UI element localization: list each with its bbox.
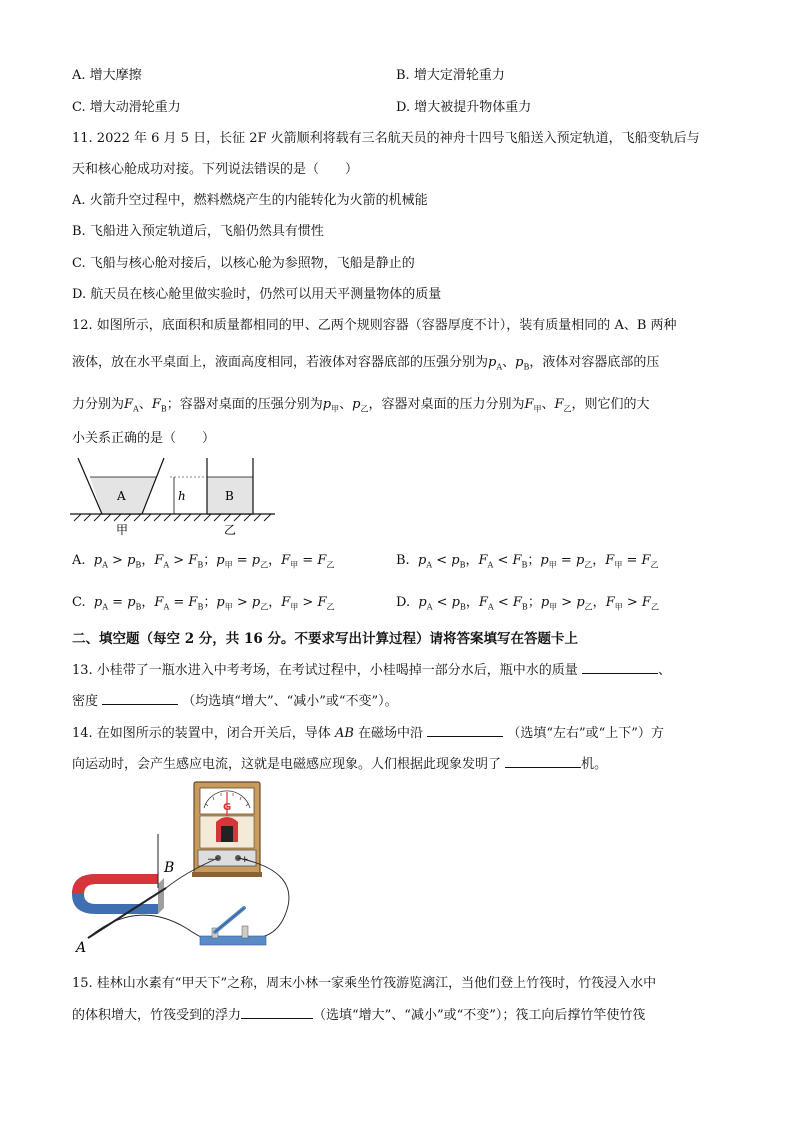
galvanometer-label: G [223,802,232,813]
q11-stem-line2: 天和核心舱成功对接。下列说法错误的是（ ） [72,162,359,177]
q13-line2-end: （均选填“增大”、“减小”或“不变”）。 [182,694,398,709]
symbol-p-yi: $p_乙$ [352,397,369,414]
q12-stem-line1: 12. 如图所示，底面积和质量都相同的甲、乙两个规则容器（容器厚度不计），装有质量相同的 A、B 两种 [72,318,677,333]
q13-blank-mass[interactable] [582,661,658,674]
q14-line1-text: 14. 在如图所示的装置中，闭合开关后，导体 [72,726,331,741]
terminal-plus: + [241,855,249,865]
q11-option-a: A. 火箭升空过程中，燃料燃烧产生的内能转化为火箭的机械能 [72,193,428,208]
q12-containers-figure [70,456,280,538]
q11-stem-line1: 11. 2022 年 6 月 5 日，长征 2F 火箭顺利将载有三名航天员的神舟十四号飞船送入预定轨道，飞船变轨后与 [72,131,700,146]
q14-line1 [72,724,664,743]
q11-option-b: B. 飞船进入预定轨道后，飞船仍然具有惯性 [72,224,324,239]
q12-option-d: D. $p_A < p_B$，$F_A < F_B$；$p_甲 > p_乙$，$F_甲 > F_乙$ [396,595,659,612]
q12-line2-end: ，液体对容器底部的压 [529,355,660,370]
label-b-point: B [164,860,175,876]
symbol-F-jia: $F_甲$ [524,397,542,414]
symbol-p-jia: $p_甲$ [322,397,340,414]
galvanometer [192,782,262,877]
q15-line2-end: （选填“增大”、“减小”或“不变”）；筏工向后撑竹竿使竹筏 [313,1008,646,1023]
label-jia: 甲 [116,523,129,537]
q11-option-d: D. 航天员在核心舱里做实验时，仍然可以用天平测量物体的质量 [72,287,442,302]
q12-line3-text: 力分别为 [72,397,125,412]
q12-line3-end: ，则它们的大 [571,397,650,412]
ground-hatching [74,514,271,521]
q12-line2-text: 液体，放在水平桌面上，液面高度相同，若液体对容器底部的压强分别为 [72,355,489,370]
q13-line1-text: 13. 小桂带了一瓶水进入中考考场，在考试过程中，小桂喝掉一部分水后，瓶中水的质量 [72,663,578,678]
symbol-ab: AB [334,726,354,741]
symbol-pA: $p_A$ [488,355,503,372]
q14-blank-invention[interactable] [505,755,581,768]
terminal-minus: − [207,855,215,865]
q14-line1-text-2: 在磁场中沿 [358,726,424,741]
q15-line1: 15. 桂林山水素有“甲天下”之称，周末小林一家乘坐竹筏游览漓江，当他们登上竹筏时，竹筏浸入水中 [72,976,657,991]
symbol-pB: $p_B$ [515,355,530,372]
q14-induction-figure [66,778,336,956]
q12-stem-line2: 液体，放在水平桌面上，液面高度相同，若液体对容器底部的压强分别为$p_A$、$p_B$，液体对容器底部的压 [72,355,660,372]
label-b: B [225,489,234,503]
symbol-FB: $F_B$ [151,397,167,414]
q14-blank-direction[interactable] [427,724,503,737]
wire-a [88,915,218,941]
q12-stem-line4: 小关系正确的是（ ） [72,431,216,446]
symbol-F-yi: $F_乙$ [554,397,572,414]
q10-option-c: C. 增大动滑轮重力 [72,100,181,115]
q14-line1-end: （选填“左右”或“上下”）方 [507,726,664,741]
label-h: h [178,489,186,503]
symbol-FA: $F_A$ [124,397,139,414]
label-yi: 乙 [224,523,237,537]
q15-line2-text: 的体积增大，竹筏受到的浮力 [72,1008,242,1023]
q13-line2 [72,692,398,711]
q12-option-c: C. $p_A = p_B$，$F_A = F_B$；$p_甲 > p_乙$，$F_甲 > F_乙$ [72,595,335,612]
q10-option-b: B. 增大定滑轮重力 [396,68,505,83]
q13-blank-density[interactable] [102,692,178,705]
q15-line2 [72,1006,645,1025]
q12-stem-line3: 力分别为$F_A$、$F_B$；容器对桌面的压强分别为$p_甲$、$p_乙$，容器对桌面的压力分别为$F_甲$、$F_乙$，则它们的大 [72,397,650,414]
q12-line3-text-2: ；容器对桌面的压强分别为 [166,397,323,412]
label-a-point: A [76,940,87,956]
horseshoe-magnet [72,874,164,914]
q12-option-a: A. $p_A > p_B$，$F_A > F_B$；$p_甲 = p_乙$，$F_甲 = F_乙$ [72,553,335,570]
knife-switch [200,908,266,945]
q10-option-d: D. 增大被提升物体重力 [396,100,532,115]
q10-option-a: A. 增大摩擦 [72,68,142,83]
q12-option-b: B. $p_A < p_B$，$F_A < F_B$；$p_甲 = p_乙$，$F_甲 = F_乙$ [396,553,659,570]
label-a: A [117,489,126,503]
section-2-heading: 二、填空题（每空 2 分，共 16 分。不要求写出计算过程）请将答案填写在答题卡上 [72,631,578,647]
q11-option-c: C. 飞船与核心舱对接后，以核心舱为参照物，飞船是静止的 [72,256,415,271]
q13-line1: 13. 小桂带了一瓶水进入中考考场，在考试过程中，小桂喝掉一部分水后，瓶中水的质量 、 [72,663,671,678]
q14-line2 [72,755,607,774]
q13-line2-text: 密度 [72,694,99,709]
q15-blank-buoyancy[interactable] [241,1006,313,1019]
q14-line2-text: 向运动时，会产生感应电流，这就是电磁感应现象。人们根据此现象发明了 [72,757,502,772]
q12-line3-text-3: ，容器对桌面的压力分别为 [368,397,525,412]
q14-line2-end: 机。 [581,757,608,772]
